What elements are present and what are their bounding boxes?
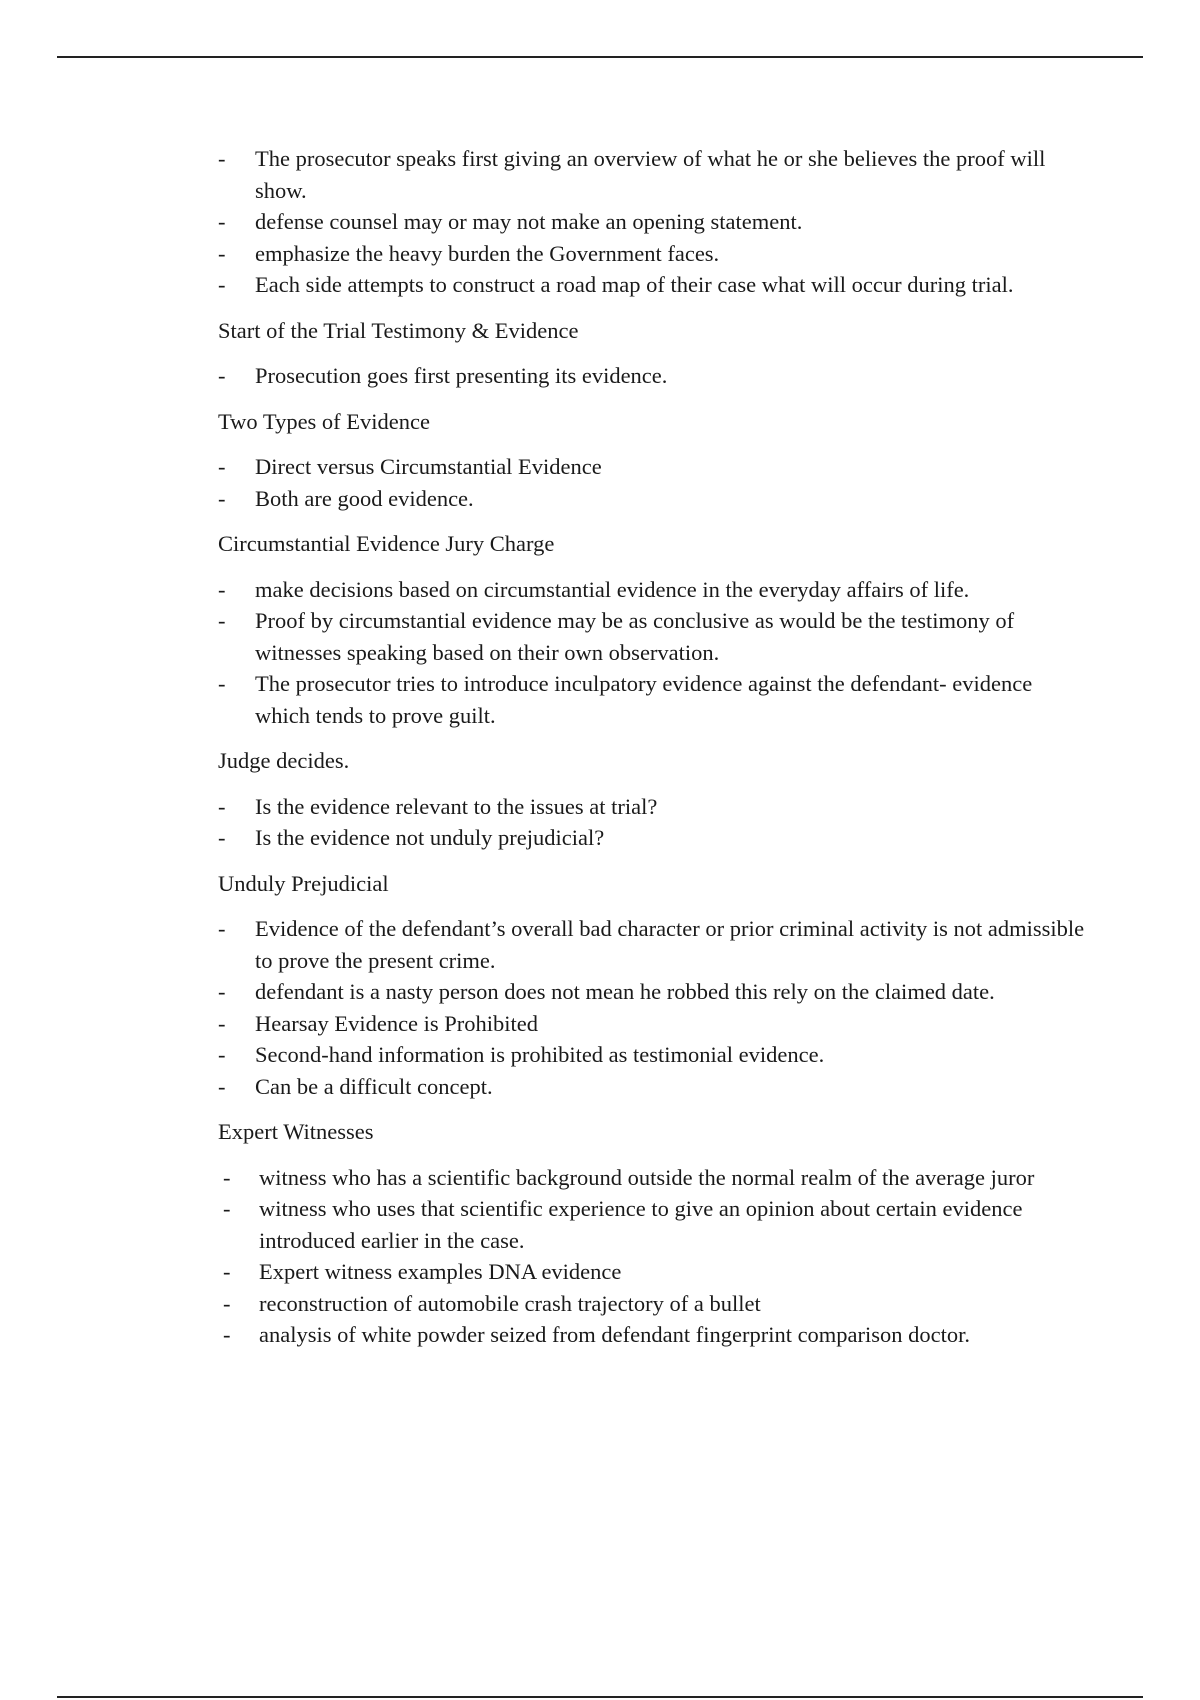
list-item-text: Hearsay Evidence is Prohibited bbox=[255, 1010, 539, 1036]
list-item bbox=[218, 1039, 1088, 1071]
list-item bbox=[218, 143, 1088, 206]
list-item bbox=[218, 1193, 1088, 1256]
list-item bbox=[218, 483, 1088, 515]
bullet-marker: - bbox=[218, 1073, 226, 1099]
list-item bbox=[218, 668, 1088, 731]
list-item bbox=[218, 238, 1088, 270]
section-heading: Start of the Trial Testimony & Evidence bbox=[218, 317, 579, 343]
bullet-marker: - bbox=[218, 608, 226, 633]
list-item-text: witness who has a scientific background outside the normal realm of the average juror bbox=[259, 1164, 1035, 1190]
bullet-marker: - bbox=[218, 209, 226, 234]
list-item bbox=[218, 791, 1088, 823]
list-item bbox=[218, 1071, 1088, 1103]
section-list bbox=[218, 791, 1088, 854]
bullet-marker: - bbox=[223, 1290, 231, 1316]
bullet-marker: - bbox=[223, 1196, 231, 1221]
list-item-text: make decisions based on circumstantial evidence in the everyday affairs of life. bbox=[255, 576, 970, 602]
list-item-text: analysis of white powder seized from defendant fingerprint comparison doctor. bbox=[259, 1322, 971, 1347]
section-heading: Two Types of Evidence bbox=[218, 408, 431, 434]
list-item bbox=[218, 1008, 1088, 1040]
list-item-text: reconstruction of automobile crash trajectory of a bullet bbox=[259, 1290, 761, 1316]
list-item-text: Can be a difficult concept. bbox=[255, 1073, 493, 1099]
list-item-text: Direct versus Circumstantial Evidence bbox=[255, 454, 602, 479]
list-item bbox=[218, 574, 1088, 606]
bullet-marker: - bbox=[218, 576, 226, 602]
bullet-marker: - bbox=[218, 979, 226, 1004]
footer-rule bbox=[57, 1696, 1143, 1698]
list-item-text: Proof by circumstantial evidence may be as conclusive as would be the testimony of witnesses speaking based on their own observation. bbox=[255, 608, 1015, 665]
list-item bbox=[218, 206, 1088, 238]
bullet-marker: - bbox=[218, 272, 226, 297]
list-item bbox=[218, 451, 1088, 483]
bullet-marker: - bbox=[218, 485, 226, 511]
bullet-marker: - bbox=[223, 1164, 231, 1190]
list-item-text: Both are good evidence. bbox=[255, 485, 474, 511]
section-heading: Circumstantial Evidence Jury Charge bbox=[218, 531, 555, 556]
list-item bbox=[218, 976, 1088, 1008]
header-rule bbox=[57, 56, 1143, 58]
list-item bbox=[218, 360, 1088, 392]
list-item-text: Second-hand information is prohibited as testimonial evidence. bbox=[255, 1042, 825, 1067]
bullet-marker: - bbox=[218, 240, 226, 266]
bullet-marker: - bbox=[223, 1259, 231, 1284]
list-item-text: defense counsel may or may not make an opening statement. bbox=[255, 209, 803, 234]
list-item-text: Evidence of the defendant’s overall bad character or prior criminal activity is not admissible to prove the present crime. bbox=[255, 916, 1085, 973]
list-item-text: The prosecutor tries to introduce inculpatory evidence against the defendant- evidence which tends to prove guilt. bbox=[255, 671, 1033, 728]
list-item bbox=[218, 822, 1088, 854]
list-item-text: The prosecutor speaks first giving an overview of what he or she believes the proof will show. bbox=[255, 146, 1046, 203]
list-item-text: Each side attempts to construct a road map of their case what will occur during trial. bbox=[255, 272, 1014, 297]
section-list bbox=[218, 913, 1088, 1102]
list-item-text: Prosecution goes first presenting its evidence. bbox=[255, 363, 668, 388]
list-item-text: defendant is a nasty person does not mean he robbed this rely on the claimed date. bbox=[255, 979, 995, 1004]
list-item bbox=[218, 269, 1088, 301]
bullet-marker: - bbox=[218, 363, 226, 388]
list-item bbox=[218, 913, 1088, 976]
section-list bbox=[218, 451, 1088, 514]
section-heading: Judge decides. bbox=[218, 748, 350, 773]
bullet-marker: - bbox=[218, 671, 226, 696]
bullet-marker: - bbox=[218, 825, 226, 850]
bullet-marker: - bbox=[218, 146, 226, 171]
list-item-text: witness who uses that scientific experience to give an opinion about certain evidence introduced earlier in the case. bbox=[259, 1196, 1023, 1253]
list-item bbox=[218, 1288, 1088, 1320]
section-list bbox=[218, 1162, 1088, 1351]
bullet-marker: - bbox=[218, 916, 226, 941]
list-item bbox=[218, 1256, 1088, 1288]
bullet-marker: - bbox=[218, 454, 226, 479]
section-heading: Unduly Prejudicial bbox=[218, 870, 389, 896]
list-item-text: Is the evidence relevant to the issues at trial? bbox=[255, 793, 658, 819]
document-body bbox=[218, 143, 1088, 1351]
intro-list bbox=[218, 143, 1088, 301]
bullet-marker: - bbox=[223, 1322, 231, 1347]
list-item bbox=[218, 1319, 1088, 1351]
list-item-text: emphasize the heavy burden the Government faces. bbox=[255, 240, 720, 266]
section-heading: Expert Witnesses bbox=[218, 1119, 374, 1144]
list-item bbox=[218, 1162, 1088, 1194]
list-item bbox=[218, 605, 1088, 668]
list-item-text: Is the evidence not unduly prejudicial? bbox=[255, 825, 605, 850]
section-list bbox=[218, 360, 1088, 392]
list-item-text: Expert witness examples DNA evidence bbox=[259, 1259, 622, 1284]
bullet-marker: - bbox=[218, 1010, 226, 1036]
bullet-marker: - bbox=[218, 1042, 226, 1067]
bullet-marker: - bbox=[218, 793, 226, 819]
section-list bbox=[218, 574, 1088, 732]
